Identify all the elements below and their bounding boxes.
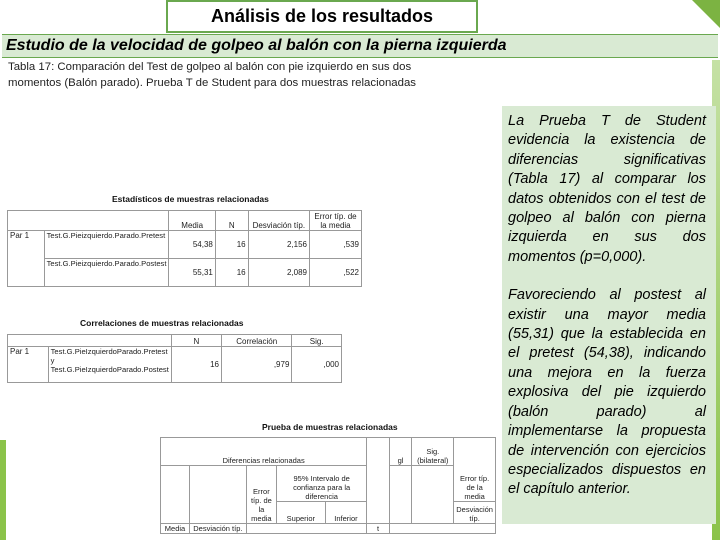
test-header-sig: Sig. (bilateral) (412, 438, 454, 466)
table-cell: ,000 (292, 347, 342, 383)
table-cell: 54,38 (169, 231, 215, 259)
table-cell: 2,089 (248, 259, 309, 287)
stats-header-desv: Desviación típ. (248, 211, 309, 231)
slide-subtitle: Estudio de la velocidad de golpeo al balón con la pierna izquierda (2, 34, 718, 58)
corr-header-correlation: Correlación (222, 335, 292, 347)
slide-title: Análisis de los resultados (166, 0, 478, 33)
corr-table-title: Correlaciones de muestras relacionadas (80, 318, 244, 328)
corr-group-label: Par 1 (8, 347, 49, 383)
test-header-gl: gl (389, 438, 412, 466)
test-header-t: t (367, 524, 390, 534)
analysis-paragraph-1: La Prueba T de Student evidencia la existencia de diferencias significativas (Tabla 17) al comparar los datos obtenidos con el test de golpeo al balón con pierna izquierda en sus dos momentos (p=0,000). (508, 113, 706, 265)
table-row-label: Test.G.Pieizquierdo.Parado.Postest (44, 259, 169, 287)
test-header-superior: Superior (277, 502, 326, 524)
table-cell: 2,156 (248, 231, 309, 259)
table-row-label: Test.G.PieIzquierdoParado.Pretest y Test.G.PieIzquierdoParado.Postest (48, 347, 171, 383)
corner-decoration (692, 0, 720, 28)
analysis-paragraph-2: Favoreciendo al postest al existir una mayor media (55,31) que la establecida en el pretest (54,38), indicando una mejora en la fuerza explosiva del pie izquierdo (balón parado) al implementarse la propuesta de intervención con ejercicios especializados dispuestos en el capítulo anterior. (508, 287, 706, 498)
stats-group-label: Par 1 (8, 231, 45, 287)
stats-table (7, 210, 362, 287)
test-header-error: Error típ. de la media (246, 466, 276, 524)
test-table (160, 437, 496, 534)
table-cell: 55,31 (169, 259, 215, 287)
corr-header-sig: Sig. (292, 335, 342, 347)
table-cell: ,522 (310, 259, 362, 287)
table-caption-line-1: Tabla 17: Comparación del Test de golpeo al balón con pie izquierdo en sus dos (8, 61, 412, 73)
table-cell: 16 (171, 347, 221, 383)
test-table-title: Prueba de muestras relacionadas (262, 422, 398, 432)
table-caption-line-2: momentos (Balón parado). Prueba T de Student para dos muestras relacionadas (8, 77, 416, 89)
stats-table-title: Estadísticos de muestras relacionadas (112, 194, 269, 204)
table-cell: 16 (215, 259, 248, 287)
stats-header-media: Media (169, 211, 215, 231)
test-header-error2: Error típ. de la media (454, 438, 496, 502)
table-cell: ,979 (222, 347, 292, 383)
test-header-media: Media (161, 524, 190, 534)
table-caption (8, 59, 498, 91)
corr-header-n: N (171, 335, 221, 347)
test-header-diferencias: Diferencias relacionadas (161, 438, 367, 466)
stats-header-n: N (215, 211, 248, 231)
table-cell: 16 (215, 231, 248, 259)
analysis-text-panel (502, 106, 716, 524)
left-edge-decoration (0, 440, 6, 540)
corr-table (7, 334, 342, 383)
test-header-desv: Desviación típ. (190, 524, 247, 534)
test-header-desv2: Desviación típ. (454, 502, 496, 524)
test-header-inferior: Inferior (325, 502, 367, 524)
test-header-intervalo: 95% Intervalo de confianza para la diferencia (277, 466, 367, 502)
table-cell: ,539 (310, 231, 362, 259)
stats-header-error: Error típ. de la media (310, 211, 362, 231)
table-row-label: Test.G.Pieizquierdo.Parado.Pretest (44, 231, 169, 259)
